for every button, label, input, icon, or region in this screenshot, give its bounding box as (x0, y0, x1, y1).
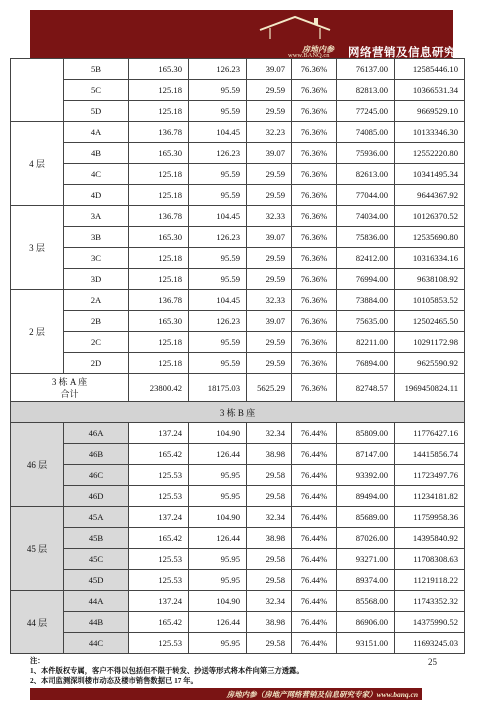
table-row (11, 290, 465, 311)
table-row (11, 633, 465, 654)
ratio-cell: 76.36% (292, 227, 337, 248)
shared-area-cell: 29.58 (247, 633, 292, 654)
inner-area-cell: 104.45 (189, 206, 247, 227)
building-area-cell: 136.78 (129, 122, 189, 143)
unit-price-cell: 74034.00 (337, 206, 395, 227)
inner-area-cell: 95.95 (189, 570, 247, 591)
unit-price-cell: 76994.00 (337, 269, 395, 290)
total-b: 18175.03 (189, 374, 247, 402)
logo-text: 房地内参 (302, 45, 334, 54)
ratio-cell: 76.36% (292, 353, 337, 374)
inner-area-cell: 104.45 (189, 122, 247, 143)
ratio-cell: 76.36% (292, 122, 337, 143)
inner-area-cell: 104.90 (189, 423, 247, 444)
unit-cell: 45A (64, 507, 129, 528)
total-price-cell: 12535690.80 (395, 227, 465, 248)
building-area-cell: 125.53 (129, 570, 189, 591)
ratio-cell: 76.36% (292, 248, 337, 269)
unit-cell: 3A (64, 206, 129, 227)
table-row (11, 507, 465, 528)
inner-area-cell: 95.59 (189, 164, 247, 185)
table-row (11, 206, 465, 227)
unit-price-cell: 85809.00 (337, 423, 395, 444)
shared-area-cell: 29.59 (247, 164, 292, 185)
inner-area-cell: 104.90 (189, 591, 247, 612)
floor-label: 4 层 (11, 122, 64, 206)
table-row (11, 80, 465, 101)
table-row (11, 591, 465, 612)
inner-area-cell: 95.59 (189, 332, 247, 353)
total-price-cell: 10133346.30 (395, 122, 465, 143)
total-label-line2: 合计 (60, 388, 79, 399)
unit-cell: 5C (64, 80, 129, 101)
unit-price-cell: 77245.00 (337, 101, 395, 122)
shared-area-cell: 29.59 (247, 332, 292, 353)
shared-area-cell: 32.34 (247, 591, 292, 612)
table-row (11, 164, 465, 185)
building-area-cell: 125.18 (129, 101, 189, 122)
building-area-cell: 125.18 (129, 248, 189, 269)
floor-label: 2 层 (11, 290, 64, 374)
inner-area-cell: 95.59 (189, 185, 247, 206)
unit-cell: 3C (64, 248, 129, 269)
total-price-cell: 10105853.52 (395, 290, 465, 311)
total-price-cell: 9638108.92 (395, 269, 465, 290)
unit-price-cell: 82412.00 (337, 248, 395, 269)
shared-area-cell: 32.34 (247, 423, 292, 444)
ratio-cell: 76.44% (292, 549, 337, 570)
total-price-cell: 9625590.92 (395, 353, 465, 374)
unit-cell: 4B (64, 143, 129, 164)
total-price-cell: 9669529.10 (395, 101, 465, 122)
shared-area-cell: 38.98 (247, 528, 292, 549)
total-price-cell: 10126370.52 (395, 206, 465, 227)
total-price-cell: 12502465.50 (395, 311, 465, 332)
building-area-cell: 125.53 (129, 465, 189, 486)
building-area-cell: 136.78 (129, 206, 189, 227)
footer-bar (30, 688, 422, 700)
ratio-cell: 76.36% (292, 59, 337, 80)
ratio-cell: 76.36% (292, 80, 337, 101)
building-area-cell: 125.18 (129, 269, 189, 290)
ratio-cell: 76.36% (292, 311, 337, 332)
inner-area-cell: 95.95 (189, 549, 247, 570)
total-c: 5625.29 (247, 374, 292, 402)
unit-cell: 2B (64, 311, 129, 332)
total-price-cell: 11723497.76 (395, 465, 465, 486)
unit-cell: 3D (64, 269, 129, 290)
building-area-cell: 125.18 (129, 353, 189, 374)
ratio-cell: 76.44% (292, 465, 337, 486)
total-price-cell: 11759958.36 (395, 507, 465, 528)
unit-price-cell: 74085.00 (337, 122, 395, 143)
total-price-cell: 9644367.92 (395, 185, 465, 206)
floor-label: 46 层 (11, 423, 64, 507)
unit-price-cell: 89494.00 (337, 486, 395, 507)
inner-area-cell: 126.23 (189, 227, 247, 248)
inner-area-cell: 95.59 (189, 101, 247, 122)
shared-area-cell: 39.07 (247, 59, 292, 80)
total-price-cell: 14395840.92 (395, 528, 465, 549)
ratio-cell: 76.44% (292, 444, 337, 465)
ratio-cell: 76.36% (292, 143, 337, 164)
unit-cell: 3B (64, 227, 129, 248)
ratio-cell: 76.36% (292, 290, 337, 311)
ratio-cell: 76.36% (292, 164, 337, 185)
building-area-cell: 137.24 (129, 423, 189, 444)
table-row (11, 612, 465, 633)
unit-price-cell: 85689.00 (337, 507, 395, 528)
ratio-cell: 76.44% (292, 486, 337, 507)
ratio-cell: 76.44% (292, 591, 337, 612)
floor-label: 3 层 (11, 206, 64, 290)
ratio-cell: 76.44% (292, 507, 337, 528)
ratio-cell: 76.36% (292, 332, 337, 353)
unit-price-cell: 75936.00 (337, 143, 395, 164)
inner-area-cell: 126.23 (189, 143, 247, 164)
unit-price-cell: 75836.00 (337, 227, 395, 248)
section-header-row (11, 402, 465, 423)
ratio-cell: 76.44% (292, 423, 337, 444)
building-area-cell: 165.42 (129, 612, 189, 633)
unit-price-cell: 82813.00 (337, 80, 395, 101)
inner-area-cell: 104.45 (189, 290, 247, 311)
inner-area-cell: 95.59 (189, 80, 247, 101)
building-area-cell: 125.18 (129, 80, 189, 101)
building-area-cell: 125.53 (129, 486, 189, 507)
building-area-cell: 125.18 (129, 185, 189, 206)
unit-price-cell: 77044.00 (337, 185, 395, 206)
ratio-cell: 76.36% (292, 269, 337, 290)
page-header (30, 10, 480, 59)
building-area-cell: 165.30 (129, 143, 189, 164)
total-f: 1969450824.11 (395, 374, 465, 402)
table-row (11, 101, 465, 122)
total-price-cell: 11693245.03 (395, 633, 465, 654)
unit-cell: 2D (64, 353, 129, 374)
inner-area-cell: 95.95 (189, 486, 247, 507)
shared-area-cell: 32.33 (247, 290, 292, 311)
total-price-cell: 12552220.80 (395, 143, 465, 164)
notes-line2: 2、本司监测深圳楼市动态及楼市销售数据已 17 年。 (30, 676, 198, 685)
shared-area-cell: 39.07 (247, 227, 292, 248)
unit-cell: 5B (64, 59, 129, 80)
notes-label: 注： (30, 656, 45, 665)
inner-area-cell: 126.44 (189, 612, 247, 633)
unit-cell: 44A (64, 591, 129, 612)
table-row (11, 549, 465, 570)
shared-area-cell: 39.07 (247, 311, 292, 332)
unit-cell: 4C (64, 164, 129, 185)
total-price-cell: 11219118.22 (395, 570, 465, 591)
table-row (11, 332, 465, 353)
shared-area-cell: 32.23 (247, 122, 292, 143)
footer-notes (30, 656, 420, 688)
building-area-cell: 125.18 (129, 164, 189, 185)
total-price-cell: 10366531.34 (395, 80, 465, 101)
table-row (11, 486, 465, 507)
total-price-cell: 11234181.82 (395, 486, 465, 507)
table-row (11, 185, 465, 206)
table-row (11, 269, 465, 290)
shared-area-cell: 29.58 (247, 486, 292, 507)
total-a: 23800.42 (129, 374, 189, 402)
inner-area-cell: 95.59 (189, 248, 247, 269)
unit-price-cell: 73884.00 (337, 290, 395, 311)
inner-area-cell: 126.23 (189, 311, 247, 332)
shared-area-cell: 29.58 (247, 549, 292, 570)
total-price-cell: 14375990.52 (395, 612, 465, 633)
unit-price-cell: 75635.00 (337, 311, 395, 332)
header-title: 网络营销及信息研究专家 (348, 47, 480, 59)
floor-label: 44 层 (11, 591, 64, 654)
shared-area-cell: 29.59 (247, 248, 292, 269)
inner-area-cell: 126.44 (189, 528, 247, 549)
total-d: 76.36% (292, 374, 337, 402)
inner-area-cell: 95.95 (189, 465, 247, 486)
footer-text: 房地内参（房地产网络营销及信息研究专家）www.banq.cn (226, 690, 418, 699)
unit-cell: 45B (64, 528, 129, 549)
unit-cell: 44C (64, 633, 129, 654)
ratio-cell: 76.44% (292, 612, 337, 633)
shared-area-cell: 38.98 (247, 444, 292, 465)
inner-area-cell: 104.90 (189, 507, 247, 528)
total-price-cell: 10341495.34 (395, 164, 465, 185)
unit-cell: 5D (64, 101, 129, 122)
unit-cell: 46A (64, 423, 129, 444)
table-row (11, 143, 465, 164)
table-row (11, 570, 465, 591)
table-row (11, 528, 465, 549)
ratio-cell: 76.44% (292, 528, 337, 549)
total-label (11, 374, 129, 402)
unit-price-cell: 85568.00 (337, 591, 395, 612)
shared-area-cell: 29.59 (247, 101, 292, 122)
building-area-cell: 137.24 (129, 591, 189, 612)
unit-cell: 2A (64, 290, 129, 311)
inner-area-cell: 126.44 (189, 444, 247, 465)
building-area-cell: 165.42 (129, 444, 189, 465)
inner-area-cell: 126.23 (189, 59, 247, 80)
total-price-cell: 10291172.98 (395, 332, 465, 353)
total-price-cell: 10316334.16 (395, 248, 465, 269)
section-title: 3 栋 B 座 (11, 402, 465, 423)
table-row (11, 122, 465, 143)
total-price-cell: 14415856.74 (395, 444, 465, 465)
ratio-cell: 76.44% (292, 633, 337, 654)
unit-cell: 2C (64, 332, 129, 353)
table-row (11, 423, 465, 444)
unit-cell: 4D (64, 185, 129, 206)
unit-cell: 45D (64, 570, 129, 591)
unit-price-cell: 82613.00 (337, 164, 395, 185)
unit-price-cell: 93151.00 (337, 633, 395, 654)
shared-area-cell: 29.59 (247, 80, 292, 101)
ratio-cell: 76.36% (292, 185, 337, 206)
ratio-cell: 76.36% (292, 206, 337, 227)
shared-area-cell: 29.58 (247, 570, 292, 591)
table-row (11, 444, 465, 465)
unit-cell: 4A (64, 122, 129, 143)
shared-area-cell: 32.34 (247, 507, 292, 528)
inner-area-cell: 95.95 (189, 633, 247, 654)
building-area-cell: 137.24 (129, 507, 189, 528)
building-area-cell: 136.78 (129, 290, 189, 311)
unit-cell: 46C (64, 465, 129, 486)
notes-line1: 1、本件版权专属，客户不得以包括但不限于转发、抄送等形式将本件向第三方透露。 (30, 666, 304, 675)
unit-price-cell: 82211.00 (337, 332, 395, 353)
logo-site: www.BANQ.cn (288, 52, 330, 59)
total-row (11, 374, 465, 402)
unit-price-cell: 76894.00 (337, 353, 395, 374)
shared-area-cell: 39.07 (247, 143, 292, 164)
house-logo-icon (256, 14, 334, 40)
unit-cell: 44B (64, 612, 129, 633)
building-area-cell: 165.30 (129, 311, 189, 332)
unit-cell: 46B (64, 444, 129, 465)
unit-cell: 45C (64, 549, 129, 570)
unit-price-cell: 87026.00 (337, 528, 395, 549)
shared-area-cell: 29.59 (247, 353, 292, 374)
unit-price-cell: 76137.00 (337, 59, 395, 80)
building-area-cell: 125.53 (129, 549, 189, 570)
table-row (11, 59, 465, 80)
shared-area-cell: 29.58 (247, 465, 292, 486)
shared-area-cell: 32.33 (247, 206, 292, 227)
unit-cell: 46D (64, 486, 129, 507)
unit-price-cell: 93271.00 (337, 549, 395, 570)
building-area-cell: 125.53 (129, 633, 189, 654)
total-price-cell: 11708308.63 (395, 549, 465, 570)
total-e: 82748.57 (337, 374, 395, 402)
ratio-cell: 76.36% (292, 101, 337, 122)
building-area-cell: 165.30 (129, 59, 189, 80)
table-row (11, 311, 465, 332)
shared-area-cell: 29.59 (247, 185, 292, 206)
building-area-cell: 165.30 (129, 227, 189, 248)
unit-price-cell: 93392.00 (337, 465, 395, 486)
unit-price-cell: 89374.00 (337, 570, 395, 591)
page-number: 25 (428, 657, 437, 667)
table-row (11, 353, 465, 374)
building-area-cell: 125.18 (129, 332, 189, 353)
building-area-cell: 165.42 (129, 528, 189, 549)
shared-area-cell: 29.59 (247, 269, 292, 290)
table-row (11, 465, 465, 486)
table-row (11, 248, 465, 269)
floor-label: 45 层 (11, 507, 64, 591)
inner-area-cell: 95.59 (189, 353, 247, 374)
floor-label (11, 59, 64, 122)
ratio-cell: 76.44% (292, 570, 337, 591)
total-label-line1: 3 栋 A 座 (51, 376, 88, 387)
table-row (11, 227, 465, 248)
total-price-cell: 11776427.16 (395, 423, 465, 444)
shared-area-cell: 38.98 (247, 612, 292, 633)
total-price-cell: 11743352.32 (395, 591, 465, 612)
inner-area-cell: 95.59 (189, 269, 247, 290)
price-table (10, 58, 465, 654)
unit-price-cell: 87147.00 (337, 444, 395, 465)
total-price-cell: 12585446.10 (395, 59, 465, 80)
unit-price-cell: 86906.00 (337, 612, 395, 633)
